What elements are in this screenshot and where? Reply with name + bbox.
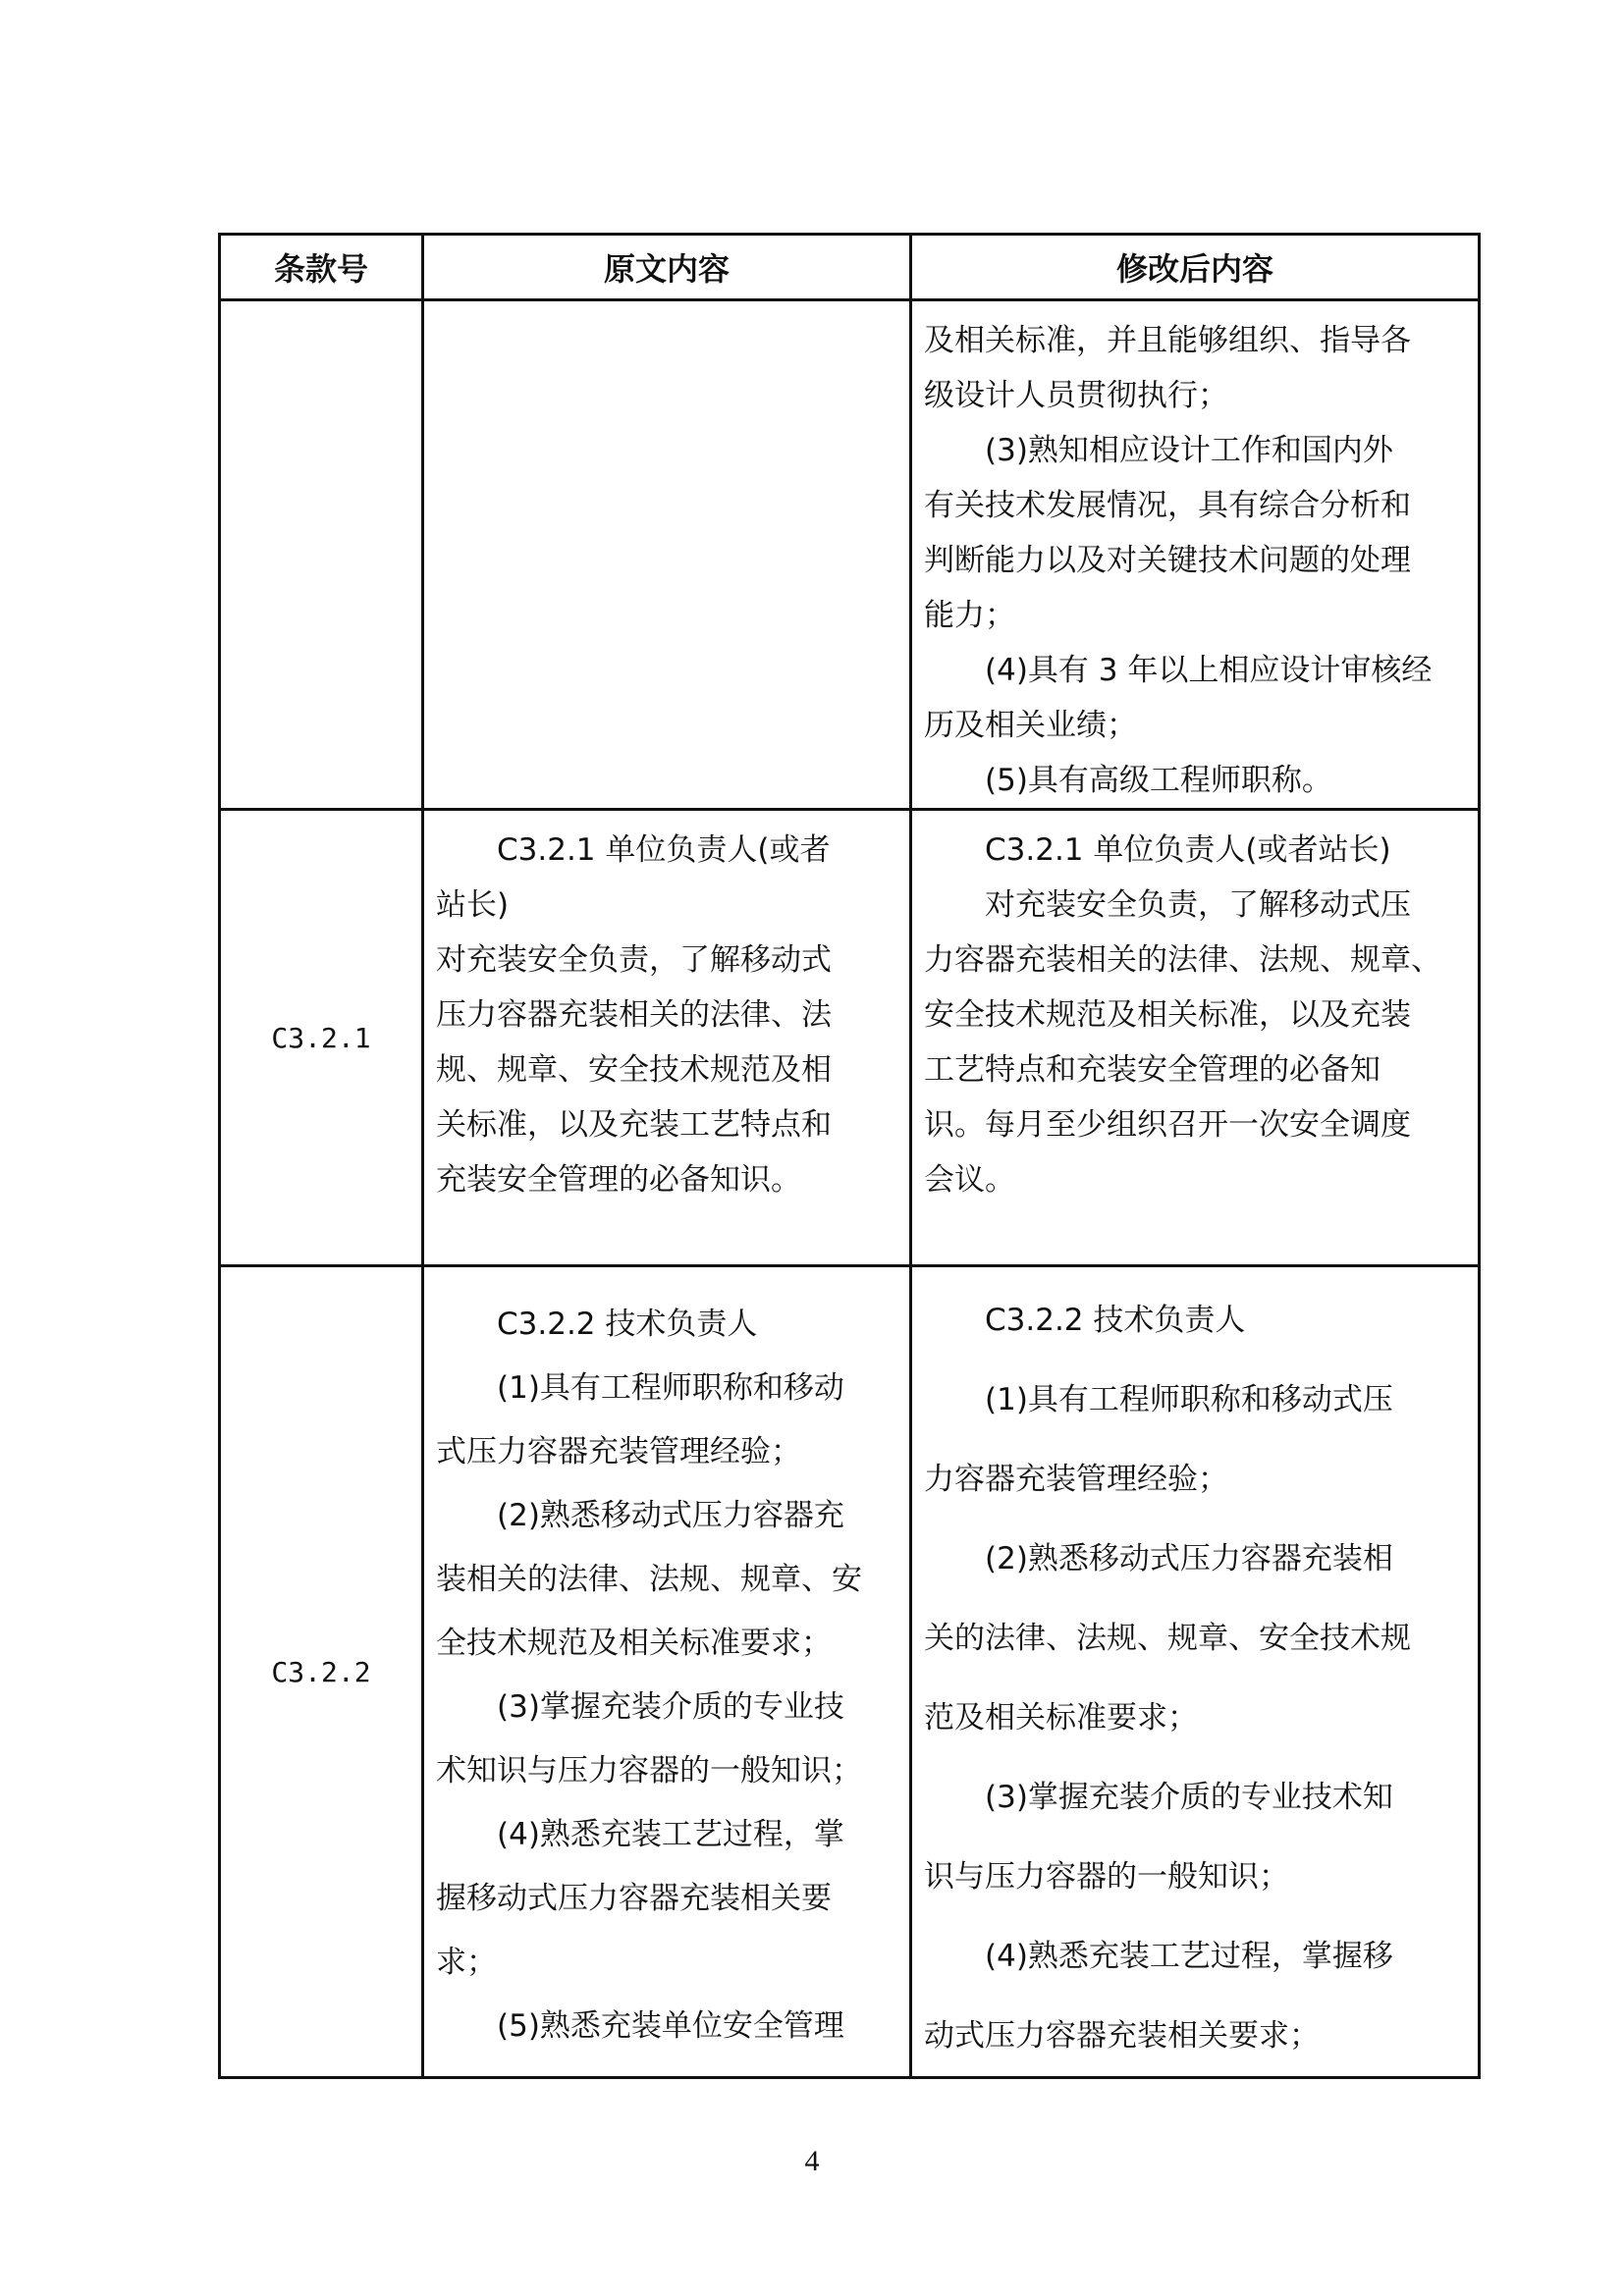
clause-number-cell [220,300,423,810]
text-line: 求； [436,1945,497,1980]
table-header-row [220,235,1480,300]
text-line: 历及相关业绩； [924,708,1137,743]
text-line: 识。每月至少组织召开一次安全调度 [924,1107,1411,1143]
text-line: 及相关标准，并且能够组织、指导各 [924,323,1411,358]
clause-number-cell: C3.2.2 [220,1266,423,2078]
text-line: (1)具有工程师职称和移动式压 [985,1382,1393,1417]
text-line: 关标准，以及充装工艺特点和 [436,1107,832,1143]
text-line: (3)掌握充装介质的专业技术知 [985,1780,1393,1815]
header-clause-number: 条款号 [220,235,423,300]
header-revised-content: 修改后内容 [911,235,1480,300]
text-line: 站长) [436,887,510,923]
text-line: 级设计人员贯彻执行； [924,378,1228,413]
text-line: 式压力容器充装管理经验； [436,1434,801,1469]
text-line: 范及相关标准要求； [924,1700,1198,1735]
revised-content-cell [911,810,1480,1266]
text-line: (2)熟悉移动式压力容器充装相 [985,1541,1393,1576]
text-line: 力容器充装相关的法律、法规、规章、 [924,942,1441,978]
header-original-content: 原文内容 [423,235,911,300]
text-line: 术知识与压力容器的一般知识； [436,1753,862,1789]
clause-number-cell: C3.2.1 [220,810,423,1266]
text-line: 压力容器充装相关的法律、法 [436,997,832,1033]
original-content-cell [423,810,911,1266]
text-line: 动式压力容器充装相关要求； [924,2018,1320,2054]
original-content-cell [423,300,911,810]
text-line: 对充装安全负责，了解移动式压 [985,887,1411,923]
revision-table [218,233,1481,2079]
text-line: 握移动式压力容器充装相关要 [436,1881,832,1916]
text-line: (5)具有高级工程师职称。 [985,763,1332,798]
revised-content-cell [911,1266,1480,2078]
text-line: 充装安全管理的必备知识。 [436,1162,801,1198]
text-line: 会议。 [924,1162,1015,1198]
text-line: (4)具有 3 年以上相应设计审核经 [985,653,1433,688]
table-row [220,810,1480,1266]
text-line: (3)掌握充装介质的专业技 [497,1689,844,1725]
text-line: 工艺特点和充装安全管理的必备知 [924,1052,1380,1088]
text-line: 关的法律、法规、规章、安全技术规 [924,1621,1411,1656]
text-line: (2)熟悉移动式压力容器充 [497,1498,844,1533]
text-line: 装相关的法律、法规、规章、安 [436,1562,862,1597]
original-content-cell [423,1266,911,2078]
page-number: 4 [804,2145,820,2177]
text-line: 规、规章、安全技术规范及相 [436,1052,832,1088]
text-line: 安全技术规范及相关标准，以及充装 [924,997,1411,1033]
text-line: (5)熟悉充装单位安全管理 [497,2008,844,2044]
text-line: C3.2.2 技术负责人 [497,1307,758,1342]
table-row [220,1266,1480,2078]
revised-content-cell [911,300,1480,810]
text-line: C3.2.1 单位负责人(或者站长) [985,832,1391,868]
text-line: 能力； [924,598,1015,633]
text-line: 对充装安全负责，了解移动式 [436,942,832,978]
text-line: 全技术规范及相关标准要求； [436,1626,832,1661]
text-line: C3.2.2 技术负责人 [985,1303,1246,1338]
text-line: (4)熟悉充装工艺过程，掌 [497,1817,844,1852]
text-line: (4)熟悉充装工艺过程，掌握移 [985,1939,1393,1974]
text-line: 力容器充装管理经验； [924,1462,1228,1497]
text-line: 识与压力容器的一般知识； [924,1859,1289,1895]
text-line: C3.2.1 单位负责人(或者 [497,832,831,868]
text-line: 有关技术发展情况，具有综合分析和 [924,488,1411,523]
text-line: (3)熟知相应设计工作和国内外 [985,433,1393,468]
text-line: (1)具有工程师职称和移动 [497,1370,844,1406]
text-line: 判断能力以及对关键技术问题的处理 [924,543,1411,578]
table-row [220,300,1480,810]
